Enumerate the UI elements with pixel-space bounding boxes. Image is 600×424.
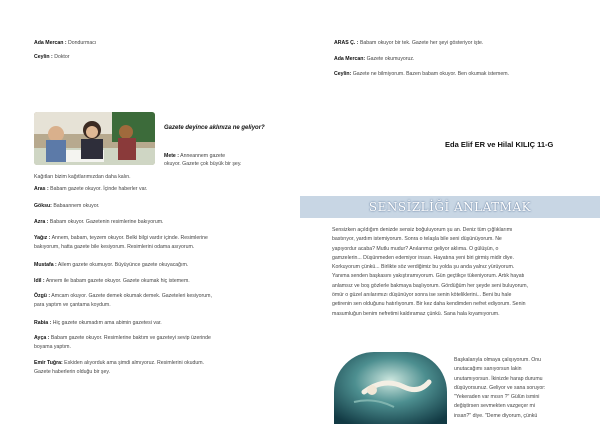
answer-text: Hiç gazete okumadım ama abimin gazetesi var. <box>51 320 162 326</box>
paragraph-line: Yanıma senden başkasını yakıştıramıyorum. Gün geçtikçe tükeniyorum. Artık hayatı <box>332 273 525 280</box>
answer-line <box>34 174 131 181</box>
answer-line <box>34 54 69 61</box>
speaker-name: Idil : <box>34 278 45 284</box>
answer-line <box>334 71 509 78</box>
answer-text: Babaannem okuyor. <box>51 203 100 209</box>
speaker-name: Ceylin: <box>334 71 352 77</box>
answer-line <box>34 293 212 300</box>
answer-line <box>34 360 204 367</box>
question-heading: Gazete deyince aklınıza ne geliyor? <box>164 125 265 131</box>
paragraph-line: getirenin sen olduğunu hatırlıyorum. Bir kez daha kendimden nefret ediyorum. Senin <box>332 301 526 308</box>
speaker-name: Ceylin : <box>34 54 53 60</box>
essay-paragraph <box>332 226 572 319</box>
essay-paragraph-continued <box>454 356 584 421</box>
paragraph-line: gamzelerin... Düşünmeden edemiyor insan. Hayatına yeni biri girmiş midir diye. <box>332 254 514 261</box>
answer-line <box>34 320 162 327</box>
speaker-name: Ayça : <box>34 335 50 341</box>
answer-line <box>34 186 147 193</box>
paragraph-line: Korkuyorum çünkü... Birlikte söz verdiğimiz bu yolda şu anda yalnız yürüyorum. <box>332 264 515 271</box>
answer-text: Annem ile babam gazete okuyor. Gazete okumak hiç istemem. <box>44 278 190 284</box>
answer-line <box>34 344 71 351</box>
paragraph-line: düşüyorsunuz. Geliyor ve sana soruyor: <box>454 384 546 391</box>
paragraph-line: unutamıyorsun. İkinizde harap durumu <box>454 375 543 382</box>
answer-text: okuyor. Gazete çok büyük bir şey. <box>164 161 242 167</box>
authors-heading: Eda Elif ER ve Hilal KILIÇ 11-G <box>445 140 554 149</box>
answer-text: Gazete okumuyoruz. <box>365 56 415 62</box>
paragraph-line: bastırıyor, yardım istemiyorum. Sonra o telaşla bile seni düşünüyorum. Ne <box>332 236 502 243</box>
answer-text: para yaptım ve çantama koydum. <box>34 302 111 308</box>
speaker-name: ARAS Ç. : <box>334 40 359 46</box>
answer-text: Dondurmacı <box>66 40 97 46</box>
paragraph-line: Sensizken açıldığım denizde sensiz boğuluyorum şu an. Deniz tüm çığlıklarımı <box>332 227 513 233</box>
paragraph-line: anlamsız ve boş gözlerle bakmaya başlıyorum. Gördüğüm her şeyde seni buluyorum, <box>332 282 529 289</box>
answer-line <box>34 335 211 342</box>
answer-line <box>34 235 208 242</box>
answer-line <box>334 40 483 47</box>
answer-line <box>164 153 225 160</box>
answer-line <box>34 244 194 251</box>
title-banner <box>300 196 600 218</box>
answer-text: Amcam okuyor. Gazete demek okumak demek. Gazeteleri kesiyorum, <box>50 293 212 299</box>
answer-line <box>164 161 241 168</box>
banner-title: SENSİZLİĞİ ANLATMAK <box>368 200 532 214</box>
speaker-name: Aras : <box>34 186 49 192</box>
answer-text: Gazete haberlerin olduğu bir şey. <box>34 369 111 375</box>
answer-text: Doktor <box>52 54 70 60</box>
answer-text: boyama yaptım. <box>34 344 71 350</box>
paragraph-line: değiştirsen sevmekten vazgeçer mi <box>454 403 536 410</box>
speaker-name: Ada Mercan: <box>334 56 366 62</box>
paragraph-line: insan?" diye. "Deme diyorum, çünkü <box>454 412 538 419</box>
answer-line <box>34 219 163 226</box>
speaker-name: Özgü : <box>34 293 51 299</box>
answer-line <box>34 203 99 210</box>
answer-text: Eskiden alıyorduk ama şimdi almıyoruz. Resimlerini okudum. <box>62 360 205 366</box>
speaker-name: Mustafa : <box>34 262 57 268</box>
answer-line <box>34 262 188 269</box>
answer-text: Babam gazete okuyor. Resimlerine baktım ve gazeteyi sevip üzerinde <box>49 335 211 341</box>
answer-text: Gazete ne bilmiyorum. Bazen babam okuyor. Ben okumak istemem. <box>351 71 510 77</box>
answer-line <box>334 56 414 63</box>
answer-line <box>34 369 110 376</box>
answer-text: bakıyorum, hatta gazete bile kesiyorum. Resimlerini odama asıyorum. <box>34 244 195 250</box>
paragraph-line: ömür o güzel anılarımızı düşünüyor sonra ise senin köteliklerini... Beni bu hale <box>332 292 512 299</box>
answer-text: Anneannem gazete <box>179 153 226 159</box>
answer-line <box>34 40 96 47</box>
paragraph-line: masumluğun benim nefretimi kaldıramaz çünkü. Sana hala kıyamıyorum. <box>332 310 500 317</box>
answer-line <box>34 278 190 285</box>
speaker-name: Ada Mercan : <box>34 40 67 46</box>
answer-text: Kağıtları bizim kağıtlarımızdan daha kalın. <box>34 174 131 180</box>
paragraph-line: yapıyordur acaba? Mutlu mudur? Anılarımız geliyor aklıma. O gülüşün, o <box>332 245 499 252</box>
answer-text: Ailem gazete okumuyor. Büyüyünce gazete okuyacağım. <box>56 262 189 268</box>
paragraph-line: "Yekeraden var mısın ?" Gülün ismini <box>454 394 540 401</box>
speaker-name: Emir Tuğra: <box>34 360 63 366</box>
speaker-name: Yağız : <box>34 235 51 241</box>
answer-text: Annem, babam, teyzem okuyor. Belki bilgi vardır içinde. Resimlerine <box>50 235 208 241</box>
speaker-name: Rabia : <box>34 320 52 326</box>
speaker-name: Göksu: <box>34 203 52 209</box>
underwater-illustration <box>334 352 447 424</box>
speaker-name: Azra : <box>34 219 49 225</box>
right-page <box>300 0 600 424</box>
paragraph-line: unutacağımı sanıyorsun lakin <box>454 366 522 373</box>
answer-text: Babam okuyor. Gazetenin resimlerine bakıyorum. <box>48 219 164 225</box>
classroom-photo <box>34 112 155 165</box>
speaker-name: Mete : <box>164 153 179 159</box>
answer-text: Babam okuyor bir tek. Gazete her şeyi gösteriyor işte. <box>358 40 484 46</box>
paragraph-line: Başkalarıyla olmaya çalışıyorum. Onu <box>454 357 542 363</box>
answer-line <box>34 302 111 309</box>
answer-text: Babam gazete okuyor. İçinde haberler var. <box>48 186 148 192</box>
